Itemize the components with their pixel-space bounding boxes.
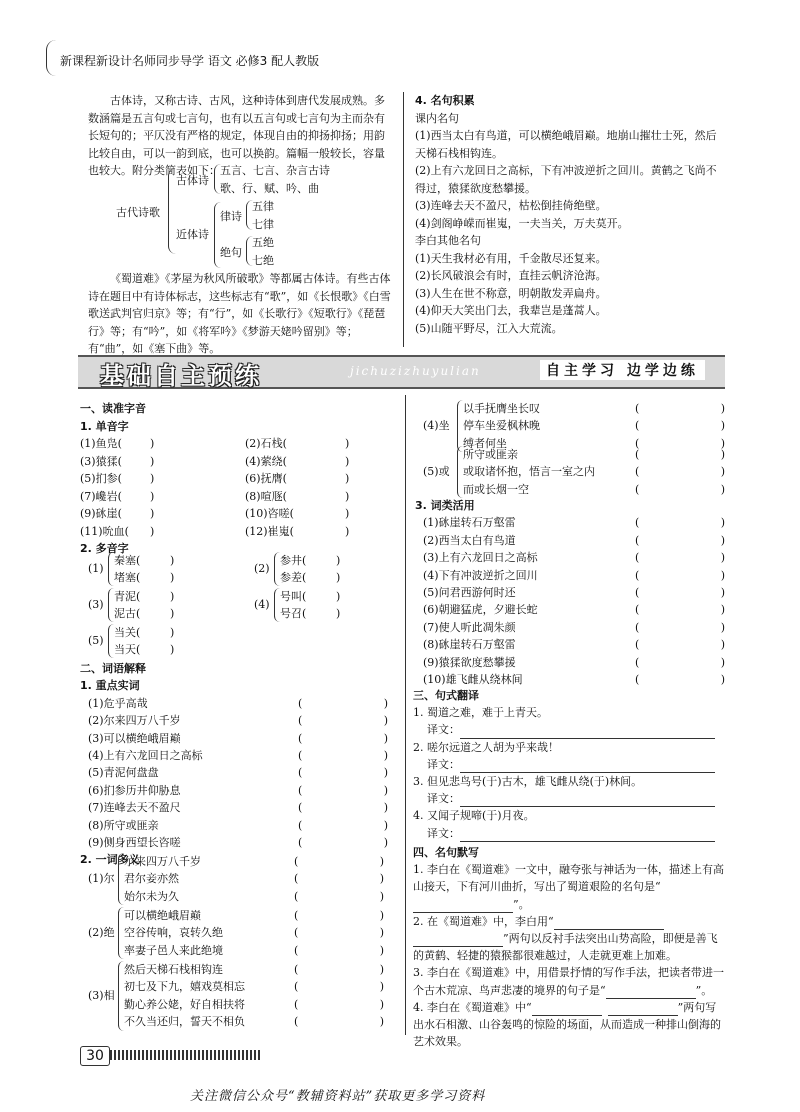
translate-item: 2. 嗟尔远道之人胡为乎来哉！ [413, 740, 559, 754]
answer-close: ) [170, 643, 175, 656]
polysemy-row [124, 924, 394, 941]
answer-close: ) [345, 489, 350, 503]
dictation-question: 4. 李白在《蜀道难》中“ ”两句写出水石相激、山谷轰鸣的惊险的场面，从而造成一种排山倒海的艺术效果。 [413, 1000, 721, 1049]
answer-paren: ( ) [635, 638, 725, 652]
polysemy-item: 空谷传响，哀转久绝 [124, 926, 223, 940]
polysemy-row [463, 417, 725, 434]
answer-paren: ( ) [635, 603, 725, 617]
polysemy-label: (2)绝 [88, 926, 115, 939]
vocab-item: (6)扪参历井仰胁息 [88, 783, 181, 797]
dictation-blank[interactable] [532, 1015, 602, 1016]
mingju-item: (5)山随平野尽，江入大荒流。 [415, 321, 563, 335]
answer-close: ) [345, 472, 350, 486]
answer-paren: ( ) [294, 889, 384, 903]
reading-item: (6)抚膺( [245, 472, 287, 486]
table-gu1: 五言、七言、杂言古诗 [220, 164, 330, 177]
table-jue2: 七绝 [252, 254, 274, 267]
polysemy-item: 然后天梯石栈相钩连 [124, 963, 223, 976]
vocab-row [80, 747, 398, 764]
banner-pinyin: jichuzizhuyulian [350, 364, 481, 378]
vocab-row [80, 834, 398, 851]
header-bracket [46, 40, 57, 76]
usage-item: (1)砯崖转石万壑雷 [423, 516, 516, 530]
polysemy-item: 不久当还归，誓天不相负 [124, 1015, 245, 1029]
vocab-row [80, 712, 398, 729]
answer-close: ) [345, 454, 350, 468]
polysemy-label: (5)或 [423, 465, 450, 478]
polysemy-item: 率妻子邑人来此绝境 [124, 943, 223, 957]
poly-item: 号召( [280, 607, 307, 620]
polysemy-label: (1)尔 [88, 872, 115, 885]
sec2-sub1: 1. 重点实词 [80, 679, 140, 693]
usage-row [415, 567, 727, 584]
answer-paren: ( ) [635, 436, 725, 450]
intro-paragraph-1: 古体诗，又称古诗、古风，这种诗体到唐代发展成熟。多数涵篇是五言句或七言句，也有以五言句或七言句为主而杂有长短句的；平仄没有严格的规定，体现自由的抑扬抑扬；用韵比较自由，可以一韵到底，也可以换韵。篇幅一般较长，容量也较大。附分类简表如下： [88, 94, 385, 177]
answer-paren: ( ) [298, 749, 388, 763]
dictation-question: 2. 在《蜀道难》中，李白用“ ”两句以反衬手法突出山势高险，即便是善飞的黄鹤、轻捷的猿猴都很难越过，人走就更难上加难。 [413, 914, 718, 963]
vocab-row [80, 782, 398, 799]
reading-item: (3)猿猱( [80, 454, 122, 468]
sec3-title: 3. 词类活用 [415, 499, 475, 512]
usage-row [415, 671, 727, 688]
polysemy-row [463, 463, 725, 480]
usage-row [415, 601, 727, 618]
answer-paren: ( ) [635, 568, 725, 582]
mingju-item: (3)人生在世不称意，明朝散发弄扁舟。 [415, 286, 607, 300]
answer-close: ) [336, 571, 341, 584]
answer-close: ) [150, 524, 155, 538]
reading-row [80, 470, 398, 488]
vocab-row [80, 799, 398, 816]
answer-paren: ( ) [298, 836, 388, 850]
table-lv2: 七律 [252, 218, 274, 231]
answer-close: ) [170, 607, 175, 620]
answer-close: ) [345, 524, 350, 538]
reading-row [80, 453, 398, 471]
polysemy-row [124, 888, 394, 905]
column-divider-bottom [405, 395, 406, 1035]
usage-row [415, 532, 727, 549]
polysemy-label: (4)坐 [423, 419, 450, 432]
mingju-sub2: 李白其他名句 [415, 234, 481, 247]
table-gu2: 歌、行、赋、吟、曲 [220, 182, 319, 195]
translation-blank[interactable] [460, 841, 715, 842]
answer-close: ) [150, 507, 155, 521]
answer-close: ) [336, 590, 341, 603]
sec2-block [80, 660, 398, 869]
answer-close: ) [345, 437, 350, 450]
translation-label: 译文： [427, 757, 460, 771]
vocab-row [80, 695, 398, 712]
reading-row [80, 505, 398, 523]
answer-paren: ( ) [298, 766, 388, 780]
mingju-item: (3)连峰去天不盈尺，枯松倒挂倚绝壁。 [415, 199, 607, 212]
answer-paren: ( ) [294, 926, 384, 940]
banner-title: 基础自主预练 [100, 362, 262, 390]
reading-row [80, 488, 398, 506]
reading-item: (12)崔嵬( [245, 524, 294, 538]
reading-item: (9)砯崖( [80, 507, 122, 521]
answer-paren: ( ) [635, 586, 725, 600]
answer-paren: ( ) [635, 465, 725, 479]
vocab-item: (3)可以横绝峨眉巅 [88, 731, 181, 745]
usage-item: (6)朝避猛虎，夕避长蛇 [423, 603, 538, 617]
polysemy-list [463, 400, 725, 452]
table-lv: 律诗 [220, 210, 242, 223]
polysemy-item: 所守或匪亲 [463, 448, 518, 461]
mingju-item: (2)上有六龙回日之高标，下有冲波逆折之回川。黄鹤之飞尚不得过，猿猱欲度愁攀援。 [415, 164, 717, 195]
answer-close: ) [150, 454, 155, 468]
page-number-bar [110, 1050, 260, 1060]
polysemy-item: 以手抚膺坐长叹 [463, 402, 540, 415]
answer-paren: ( ) [294, 943, 384, 957]
polysemy-row [124, 942, 394, 959]
intro-paragraph-2: 《蜀道难》《茅屋为秋风所破歌》等都属古体诗。有些古体诗在题目中有诗体标志，这些标志有“歌”，如《长恨歌》《白雪歌送武判官归京》等；有“行”，如《长歌行》《短歌行》《琵琶行》等；有“吟”，如《将军吟》《梦游天姥吟留别》等；有“曲”，如《塞下曲》等。 [88, 272, 391, 355]
answer-paren: ( ) [298, 714, 388, 728]
poly-item: 泥古( [114, 607, 141, 620]
usage-item: (4)下有冲波逆折之回川 [423, 568, 538, 582]
usage-item: (9)猿猱欲度愁攀援 [423, 655, 516, 669]
reading-item: (8)喧豗( [245, 489, 287, 503]
sec5-block [413, 844, 727, 1050]
answer-paren: ( ) [635, 533, 725, 547]
translation-line [413, 756, 727, 773]
single-reading-grid [80, 435, 398, 541]
sec1-sub1: 1. 单音字 [80, 419, 129, 433]
answer-close: ) [170, 554, 175, 567]
answer-paren: ( ) [635, 419, 725, 433]
polysemy-row [463, 446, 725, 463]
mingju-item: (1)西当太白有鸟道，可以横绝峨眉巅。地崩山摧壮士死，然后天梯石栈相钩连。 [415, 129, 717, 160]
translate-item: 4. 又闻子规啼(于)月夜。 [413, 809, 535, 823]
sec4-title: 三、句式翻译 [413, 689, 479, 702]
usage-item: (3)上有六龙回日之高标 [423, 551, 538, 565]
poetry-classification-table [88, 160, 393, 270]
polysemy-row [124, 996, 394, 1013]
polysemy-item: 始尔未为久 [124, 889, 179, 903]
mingju-item: (4)剑阁峥嵘而崔嵬，一夫当关，万夫莫开。 [415, 216, 629, 230]
answer-paren: ( ) [298, 801, 388, 815]
polysemy-row [124, 853, 394, 870]
polysemy-list [463, 446, 725, 498]
mingju-item: (4)仰天大笑出门去，我辈岂是蓬蒿人。 [415, 304, 607, 317]
vocab-item: (7)连峰去天不盈尺 [88, 801, 181, 815]
table-jin: 近体诗 [176, 228, 209, 241]
group-number: (1) [88, 562, 104, 575]
answer-paren: ( ) [294, 855, 384, 868]
poly-item: 堵塞( [114, 571, 141, 584]
poly-item: 参差( [280, 571, 307, 584]
translation-label: 译文： [427, 826, 460, 840]
poly-item: 青泥( [114, 590, 141, 603]
running-header: 新课程新设计名师同步导学 语文 必修3 配人教版 [60, 54, 320, 68]
answer-paren: ( ) [294, 1015, 384, 1029]
poly-item: 当天( [114, 643, 141, 656]
answer-close: ) [170, 626, 175, 639]
polysemy-row [124, 978, 394, 995]
dictation-blank[interactable] [413, 946, 503, 947]
polysemy-list [124, 907, 394, 959]
polysemy-item: 初七及下九，嬉戏莫相忘 [124, 980, 245, 994]
polysemy-item: 或取诸怀抱，悟言一室之内 [463, 465, 595, 479]
vocab-row [80, 817, 398, 834]
page-number: 30 [80, 1046, 110, 1066]
polysemy-list [124, 961, 394, 1031]
translate-item: 3. 但见悲鸟号(于)古木，雄飞雌从绕(于)林间。 [413, 775, 643, 789]
reading-item: (1)鱼凫( [80, 437, 122, 450]
column-divider-top [403, 92, 404, 347]
usage-item: (2)西当太白有鸟道 [423, 533, 516, 547]
answer-paren: ( ) [635, 673, 725, 687]
mingju-sub1: 课内名句 [415, 111, 459, 125]
vocab-item: (5)青泥何盘盘 [88, 766, 159, 780]
multi-reading-grid [88, 552, 398, 657]
polysemy-list [124, 853, 394, 905]
vocab-item: (9)侧身西望长咨嗟 [88, 836, 181, 850]
answer-paren: ( ) [635, 655, 725, 669]
usage-row [415, 654, 727, 671]
group-number: (2) [254, 562, 270, 575]
polysemy-row [124, 961, 394, 978]
mingju-item: (1)天生我材必有用，千金散尽还复来。 [415, 251, 607, 265]
poly-item: 号叫( [280, 590, 307, 603]
vocab-item: (4)上有六龙回日之高标 [88, 749, 203, 763]
sec2-sub2: 2. 一词多义 [80, 853, 140, 867]
reading-row [80, 523, 398, 541]
reading-item: (10)咨嗟( [245, 507, 294, 521]
reading-item: (7)巉岩( [80, 489, 122, 503]
translate-item: 1. 蜀道之难，难于上青天。 [413, 706, 548, 720]
group-number: (5) [88, 634, 104, 647]
vocab-row [80, 730, 398, 747]
answer-paren: ( ) [635, 620, 725, 634]
polysemy-item: 缚者何坐 [463, 436, 507, 450]
answer-close: ) [170, 571, 175, 584]
translation-label: 译文： [427, 792, 460, 806]
polysemy-item: 尔来四万八千岁 [124, 855, 201, 868]
translation-label: 译文： [427, 723, 460, 737]
polysemy-item: 君尔妾亦然 [124, 872, 179, 886]
table-jue: 绝句 [220, 246, 242, 259]
sec1-title: 一、读准字音 [80, 402, 146, 415]
reading-item: (11)吮血( [80, 524, 129, 538]
reading-item: (5)扪参( [80, 472, 122, 486]
answer-close: ) [150, 472, 155, 486]
mingju-title: 4. 名句积累 [415, 94, 475, 107]
dictation-question: 3. 李白在《蜀道难》中，用借景抒情的写作手法，把读者带进一个古木荒凉、鸟声悲凄的境界的句子是“ ”。 [413, 964, 727, 998]
table-jue1: 五绝 [252, 236, 274, 249]
usage-row [415, 549, 727, 566]
polysemy-row [124, 1013, 394, 1030]
usage-row [415, 636, 727, 653]
sec2-title: 二、词语解释 [80, 662, 146, 675]
polysemy-label: (3)相 [88, 989, 115, 1002]
translation-line [413, 721, 727, 738]
answer-paren: ( ) [298, 783, 388, 797]
answer-paren: ( ) [635, 551, 725, 565]
vocab-row [80, 764, 398, 781]
translation-line [413, 825, 727, 842]
usage-row [415, 619, 727, 636]
answer-paren: ( ) [298, 696, 388, 710]
sec1-sub2: 2. 多音字 [80, 542, 129, 555]
usage-item: (5)问君西游何时还 [423, 586, 516, 600]
mingju-item: (2)长风破浪会有时，直挂云帆济沧海。 [415, 269, 607, 282]
dictation-question: 1. 李白在《蜀道难》一文中，融夸张与神话为一体，描述上有高山接天，下有河川曲折，写出了蜀道艰险的名句是“”。 [413, 861, 727, 913]
table-root: 古代诗歌 [116, 206, 160, 219]
translation-line [413, 790, 727, 807]
vocab-item: (2)尔来四万八千岁 [88, 714, 181, 728]
answer-close: ) [336, 607, 341, 620]
sec5-title: 四、名句默写 [413, 846, 479, 859]
answer-close: ) [150, 489, 155, 503]
polysemy-item: 而或长烟一空 [463, 482, 529, 496]
polysemy-row [124, 907, 394, 924]
answer-paren: ( ) [635, 516, 725, 530]
usage-item: (7)使人听此凋朱颜 [423, 620, 516, 634]
sec3-block [415, 497, 727, 688]
reading-row [80, 435, 398, 453]
poly-item: 当关( [114, 626, 141, 639]
polysemy-row [463, 481, 725, 498]
answer-close: ) [170, 590, 175, 603]
intro-column-2 [88, 270, 393, 358]
answer-close: ) [150, 437, 155, 450]
answer-paren: ( ) [294, 997, 384, 1011]
poly-item: 参井( [280, 554, 307, 567]
answer-close: ) [336, 554, 341, 567]
polysemy-item: 停车坐爱枫林晚 [463, 419, 540, 433]
answer-paren: ( ) [294, 963, 384, 976]
poly-item: 秦塞( [114, 554, 141, 567]
dictation-blank[interactable] [608, 1015, 678, 1016]
answer-paren: ( ) [635, 402, 725, 415]
reading-item: (4)萦绕( [245, 454, 287, 468]
answer-paren: ( ) [298, 731, 388, 745]
polysemy-row [124, 870, 394, 887]
sec4-block [413, 687, 727, 842]
answer-paren: ( ) [298, 818, 388, 832]
dictation-blank[interactable] [554, 929, 664, 930]
usage-row [415, 514, 727, 531]
usage-item: (8)砯崖转石万壑雷 [423, 638, 516, 652]
polysemy-item: 可以横绝峨眉巅 [124, 909, 201, 922]
table-lv1: 五律 [252, 200, 274, 213]
answer-paren: ( ) [294, 872, 384, 886]
exercise-left-column [80, 400, 398, 435]
group-number: (4) [254, 598, 270, 611]
reading-item: (2)石栈( [245, 437, 287, 450]
polysemy-row [463, 400, 725, 417]
answer-paren: ( ) [294, 909, 384, 922]
group-number: (3) [88, 598, 104, 611]
polysemy-item: 勤心养公姥，好自相扶将 [124, 997, 245, 1011]
vocab-item: (1)危乎高哉 [88, 696, 148, 710]
answer-paren: ( ) [635, 448, 725, 461]
usage-item: (10)雄飞雌从绕林间 [423, 673, 523, 687]
usage-row [415, 584, 727, 601]
vocab-item: (8)所守或匪亲 [88, 818, 159, 832]
answer-paren: ( ) [635, 482, 725, 496]
mingju-column [415, 92, 725, 337]
table-gu: 古体诗 [176, 174, 209, 187]
footer-notice: 关注微信公众号“教辅资料站”获取更多学习资料 [190, 1089, 486, 1104]
banner-slogan: 自主学习 边学边练 [540, 360, 705, 380]
answer-close: ) [345, 507, 350, 521]
answer-paren: ( ) [294, 980, 384, 994]
